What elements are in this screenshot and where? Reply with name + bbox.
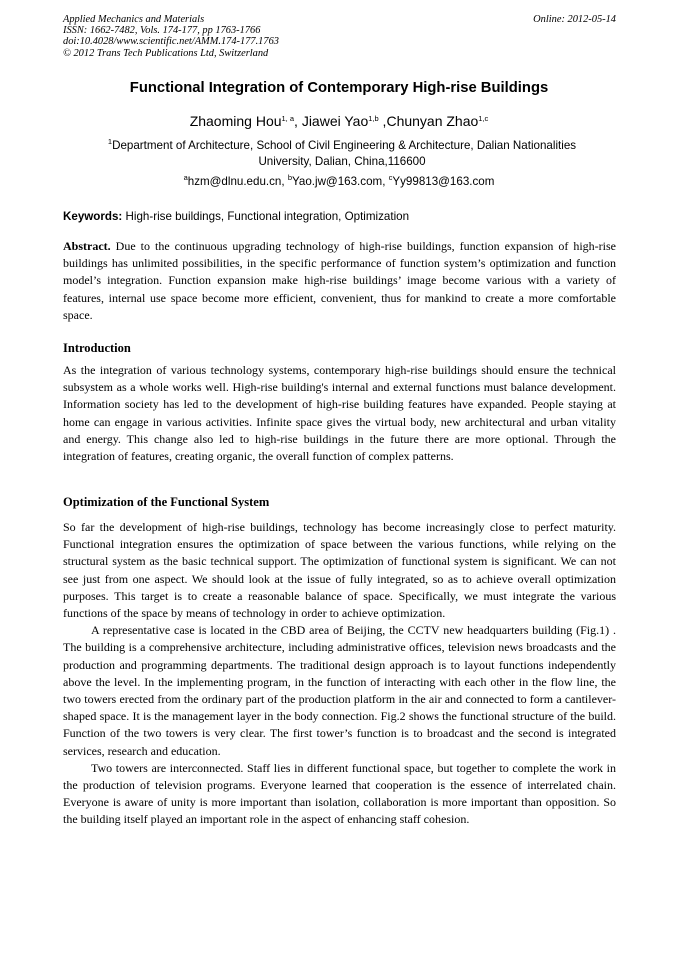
email-marker: b bbox=[287, 173, 292, 182]
email-address: hzm@dlnu.edu.cn bbox=[187, 175, 282, 188]
email-address: Yao.jw@163.com bbox=[292, 175, 383, 188]
online-date: Online: 2012-05-14 bbox=[533, 14, 616, 25]
keywords bbox=[63, 210, 616, 223]
affiliation-marker: 1 bbox=[107, 137, 113, 146]
section-heading-optimization: Optimization of the Functional System bbox=[63, 495, 270, 509]
author-affiliation-marker: 1, a bbox=[281, 114, 295, 123]
author-affiliation-marker: 1,b bbox=[368, 114, 379, 123]
abstract bbox=[63, 238, 616, 324]
paragraph: So far the development of high-rise buildings, technology has become increasingly close to perfect maturity. Functional integration ensures the optimization of space between the various functions, while relying on the structural system as the basic technical support. The optimization of functional system is significant. We can not see just from one aspect. We should look at the issue of fully integrated, so as to achieve overall optimization purposes. This target is to create a reasonable balance of space. Specifically, we must integrate the various functions of the space by means of technology in order to achieve optimization. bbox=[63, 520, 616, 621]
email-separator: , bbox=[281, 175, 288, 188]
affiliation-text: Department of Architecture, School of Civil Engineering & Architecture, Dalian Nationalities University, Dalian, China,116600 bbox=[112, 139, 577, 168]
author-name: Zhaoming Hou bbox=[189, 113, 282, 129]
journal-name: Applied Mechanics and Materials bbox=[63, 14, 205, 25]
affiliation bbox=[82, 138, 602, 169]
paragraph: Two towers are interconnected. Staff lies in different functional space, but together to complete the work in the production of television programs. Everyone learned that cooperation is the essence of interrelated chain. Everyone is aware of unity is more important than isolation, collaboration is more important than opposition. So the building itself played an important role in the aspect of enhancing staff cohesion. bbox=[63, 760, 616, 827]
email-marker: c bbox=[388, 173, 393, 182]
email-list bbox=[0, 175, 678, 188]
doi-line: doi:10.4028/www.scientific.net/AMM.174-177.1763 bbox=[63, 36, 279, 48]
keywords-label: Keywords: bbox=[63, 210, 123, 223]
author-name: Chunyan Zhao bbox=[386, 113, 479, 129]
paragraph: As the integration of various technology systems, contemporary high-rise buildings should ensure the technical subsystem as a whole works well. High-rise building's internal and external functions must balance development. Information society has led to the development of high-rise building features have expanded. People staying at home can engage in various activities. Infinite space gives the virtual body, new architectural and urban vitality and energy. This change also led to high-rise buildings in the future there are more optional. Through the integration of features, creating organic, the overall function of complex patterns. bbox=[63, 363, 616, 464]
journal-header bbox=[63, 14, 616, 59]
keywords-text: High-rise buildings, Functional integration, Optimization bbox=[122, 210, 410, 223]
author-list bbox=[0, 113, 678, 129]
author-separator: , bbox=[294, 113, 302, 129]
paper-title: Functional Integration of Contemporary High-rise Buildings bbox=[129, 80, 549, 96]
paragraph: A representative case is located in the CBD area of Beijing, the CCTV new headquarters building (Fig.1) . The building is a comprehensive architecture, including administrative offices, television news broadcasts and the production and programming departments. The traditional design approach is to layout functions independently above the level. In the implementing program, in the function of interacting with each other in the flow line, the two towers erected from the ordinary part of the production platform in the air and connected to form a cantilever-shaped space. It is the management layer in the body connection. Fig.2 shows the functional structure of the build. Function of the two towers is very clear. The first tower’s function is to broadcast and the second is integrated services, research and education. bbox=[63, 623, 616, 758]
author-affiliation-marker: 1,c bbox=[478, 114, 489, 123]
author-name: Jiawei Yao bbox=[301, 113, 369, 129]
issn-line: ISSN: 1662-7482, Vols. 174-177, pp 1763-1766 bbox=[63, 25, 261, 37]
section-heading-introduction: Introduction bbox=[63, 341, 131, 355]
section-optimization bbox=[63, 519, 616, 829]
email-address: Yy99813@163.com bbox=[392, 175, 495, 188]
email-separator: , bbox=[382, 175, 389, 188]
section-introduction bbox=[63, 362, 616, 465]
abstract-label: Abstract. bbox=[63, 239, 111, 253]
author-separator: , bbox=[378, 113, 387, 129]
email-marker: a bbox=[183, 173, 188, 182]
abstract-text: Due to the continuous upgrading technology of high-rise buildings, function expansion of high-rise buildings has unlimited possibilities, in the specific performance of function system’s optimization and function model’s integration. Function expansion make high-rise buildings’ image become various with a variety of features, internal use space become more efficient, convenient, thus for mankind to create a more comfortable space. bbox=[63, 239, 616, 322]
copyright-line: © 2012 Trans Tech Publications Ltd, Switzerland bbox=[63, 47, 269, 59]
